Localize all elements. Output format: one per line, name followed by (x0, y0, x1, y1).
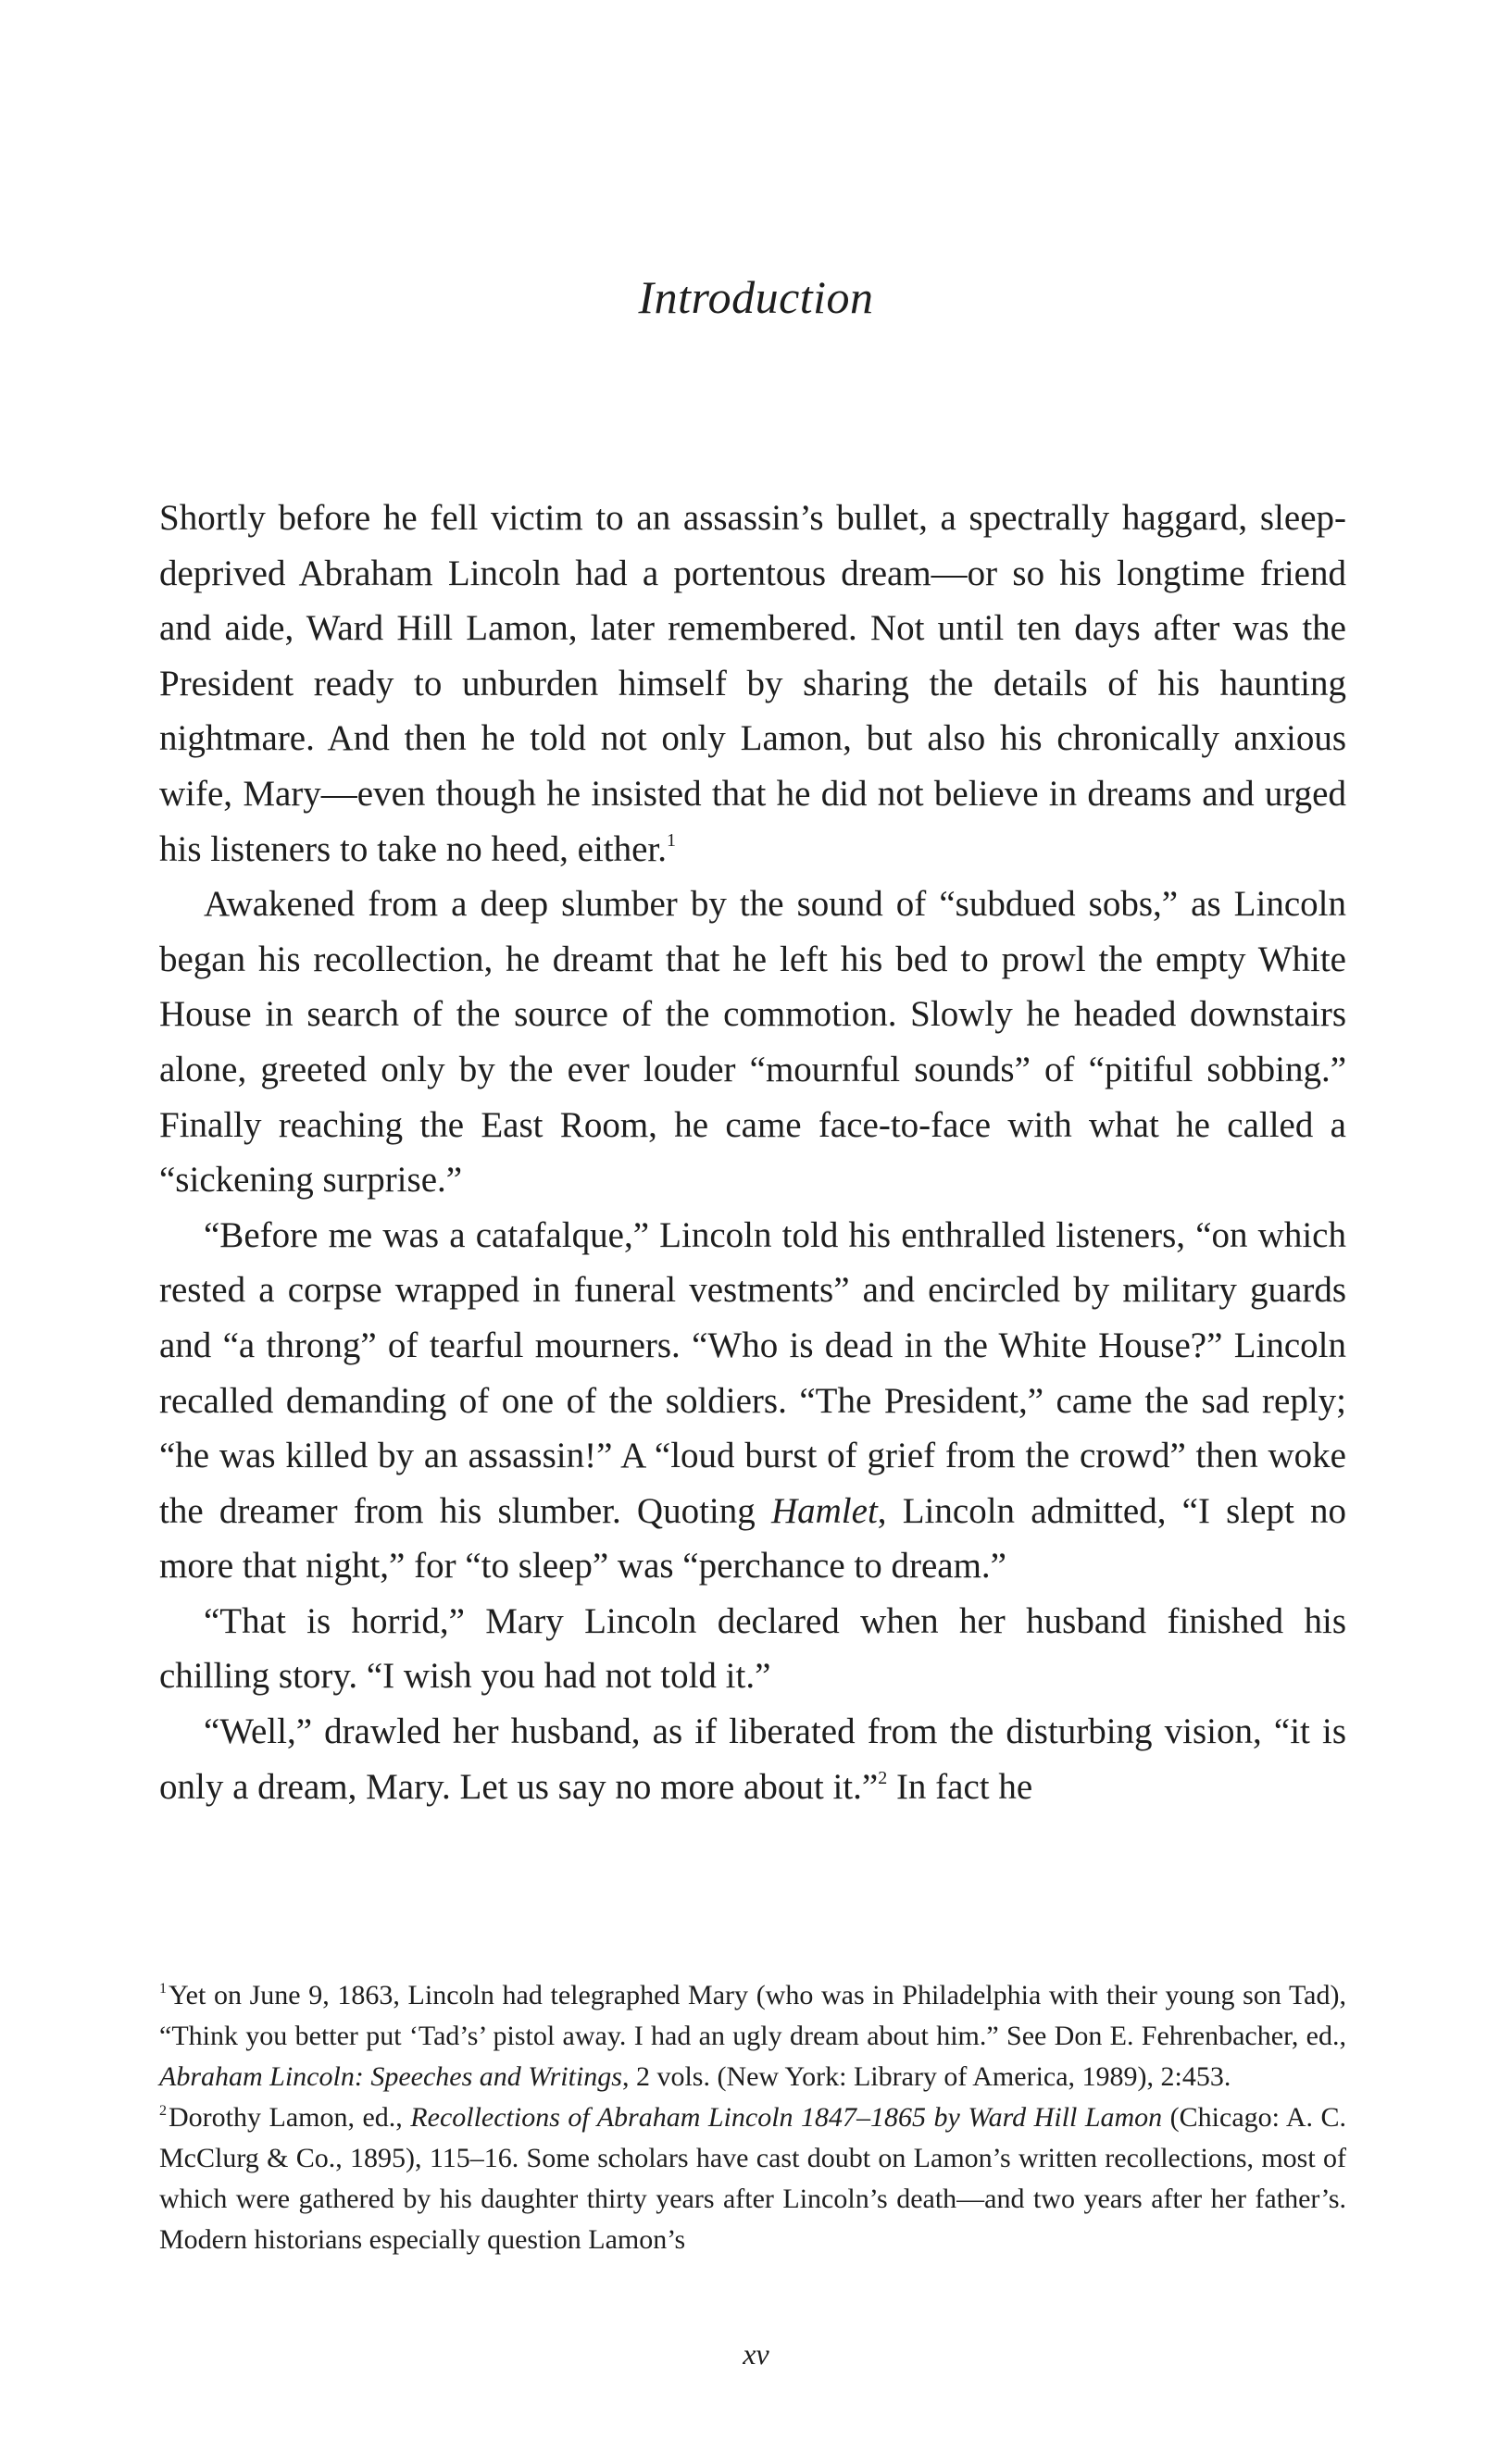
footnote-2 (159, 2097, 1346, 2260)
paragraph-3-text-a: “Before me was a catafalque,” Lincoln told his enthralled listeners, “on which rested a corpse wrapped in funeral vestments” and encircled by military guards and “a throng” of tearful mourners. “Who is dead in the White House?” Lincoln recalled demanding of one of the soldiers. “The President,” came the sad reply; “he was killed by an assassin!” A “loud burst of grief from the crowd” then woke the dreamer from his slumber. Quoting (159, 1214, 1346, 1531)
footnote-1 (159, 1975, 1346, 2097)
footnote-2-book-title: Recollections of Abraham Lincoln 1847–1865 by Ward Hill Lamon (410, 2102, 1163, 2133)
chapter-title: Introduction (638, 271, 874, 323)
paragraph-4: “That is horrid,” Mary Lincoln declared when her husband finished his chilling story. “I wish you had not told it.” (159, 1600, 1346, 1697)
footnote-2-text-a: Dorothy Lamon, ed., (169, 2102, 411, 2133)
footnote-1-text-a: Yet on June 9, 1863, Lincoln had telegraphed Mary (who was in Philadelphia with their young son Tad), “Think you better put ‘Tad’s’ pistol away. I had an ugly dream about him.” See Don E. Fehrenbacher, ed., (159, 1980, 1346, 2051)
footnote-1-book-title: Abraham Lincoln: Speeches and Writings (159, 2061, 622, 2092)
body-text (159, 491, 1346, 1814)
paragraph-2: Awakened from a deep slumber by the sound of “subdued sobs,” as Lincoln began his recollection, he dreamt that he left his bed to prowl the empty White House in search of the source of the commotion. Slowly he headed downstairs alone, greeted only by the ever louder “mournful sounds” of “pitiful sobbing.” Finally reaching the East Room, he came face-to-face with what he called a “sickening surprise.” (159, 884, 1346, 1201)
footnote-1-number: 1 (159, 1981, 167, 1997)
paragraph-1-text: Shortly before he fell victim to an assassin’s bullet, a spectrally haggard, sleep-deprived Abraham Lincoln had a portentous dream—or so his longtime friend and aide, Ward Hill Lamon, later remembered. Not until ten days after was the President ready to unburden himself by sharing the details of his haunting nightmare. And then he told not only Lamon, but also his chronically anxious wife, Mary—even though he insisted that he did not believe in dreams and urged his listeners to take no heed, either. (159, 498, 1346, 869)
paragraph-1 (159, 491, 1346, 877)
paragraph-5 (159, 1704, 1346, 1814)
hamlet-title: Hamlet (770, 1490, 878, 1531)
footnote-2-text-b: (Chicago: A. C. McClurg & Co., 1895), 115–16. Some scholars have cast doubt on Lamon’s written recollections, most of which were gathered by his daughter thirty years after Lincoln’s death—and two years after her father’s. Modern historians especially question Lamon’s (159, 2102, 1346, 2255)
footnote-1-text-b: , 2 vols. (New York: Library of America, 1989), 2:453. (621, 2061, 1231, 2092)
page-number: xv (743, 2337, 769, 2371)
paragraph-3-text-b: , Lincoln admitted, “I slept no more that night,” for “to sleep” was “perchance to dream.” (159, 1490, 1346, 1587)
footnote-ref-1[interactable]: 1 (667, 829, 677, 851)
footnote-2-number: 2 (159, 2103, 167, 2119)
footnote-ref-2[interactable]: 2 (878, 1767, 888, 1788)
paragraph-5-text-a: “Well,” drawled her husband, as if liberated from the disturbing vision, “it is only a dream, Mary. Let us say no more about it.” (159, 1711, 1346, 1807)
footnotes (159, 1975, 1346, 2260)
paragraph-3 (159, 1208, 1346, 1594)
paragraph-5-text-b: In fact he (887, 1766, 1033, 1807)
